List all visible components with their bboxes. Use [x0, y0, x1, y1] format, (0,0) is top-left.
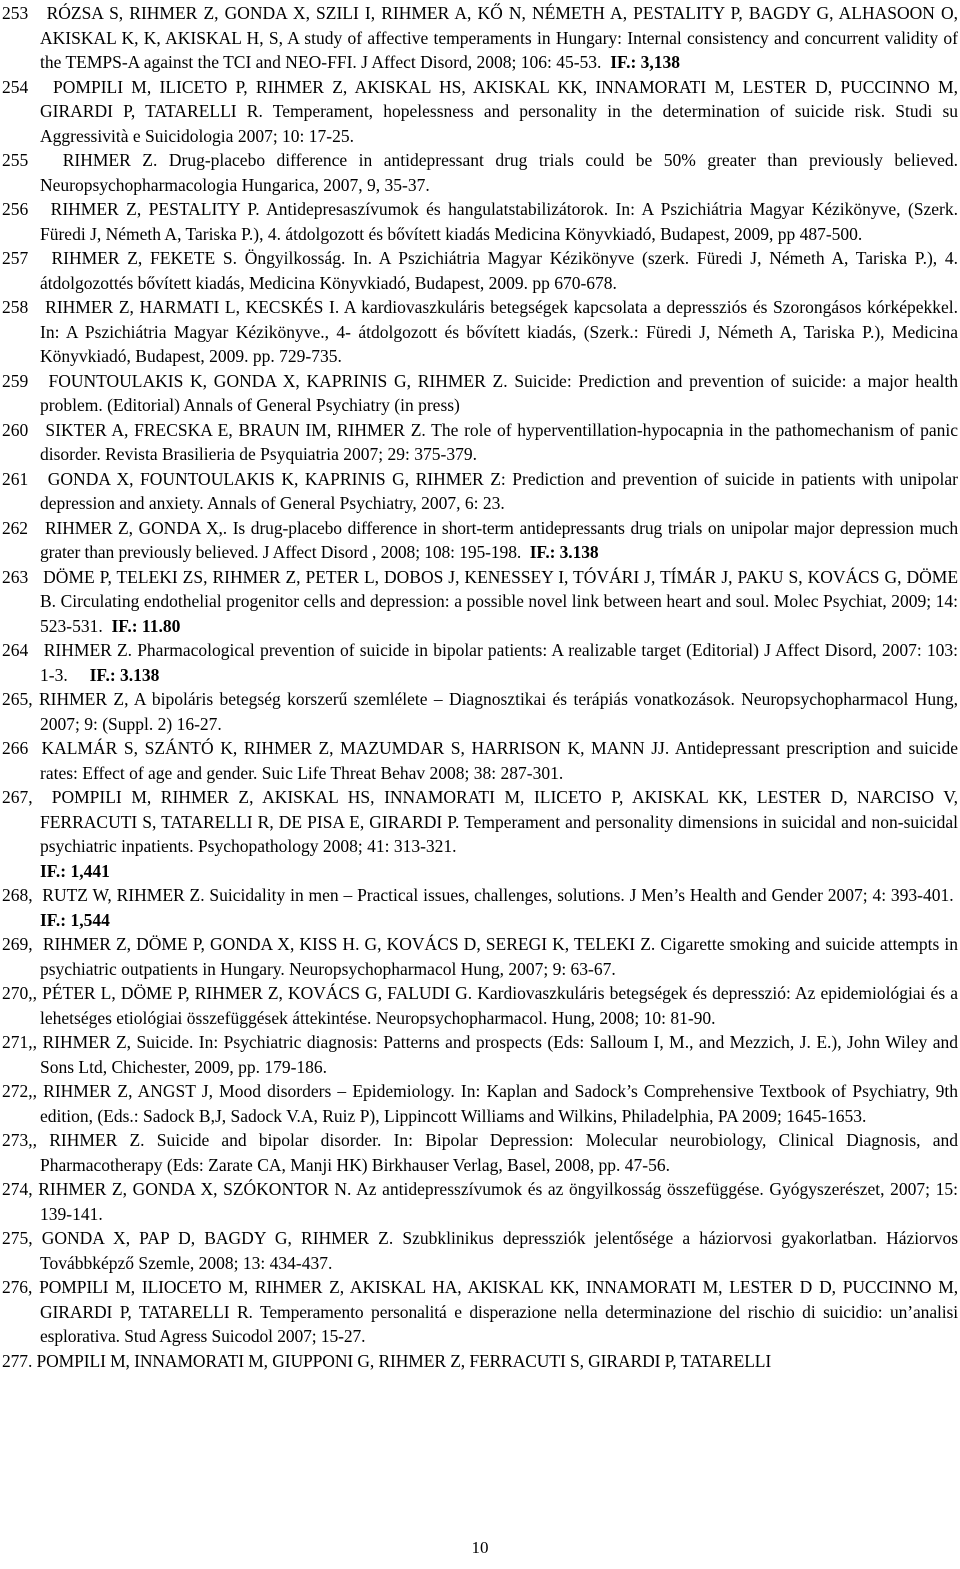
reference-number: 258 — [2, 297, 29, 317]
reference-number: 274, — [2, 1179, 33, 1199]
reference-text: POMPILI M, RIHMER Z, AKISKAL HS, INNAMORATI M, ILICETO P, AKISKAL KK, LESTER D, NARCISO V, FERRACUTI S, TATARELLI R, DE PISA E, GIRARDI P. Temperament and personality dimensions in suicidal and non-suicidal psychiatric inpatients. Psychopathology 2008; 41: 313-321. — [40, 787, 959, 856]
reference-item — [2, 565, 958, 639]
reference-item — [2, 1349, 958, 1374]
reference-number: 263 — [2, 566, 29, 587]
reference-text: RIHMER Z, DÖME P, GONDA X, KISS H. G, KOVÁCS D, SEREGI K, TELEKI Z. Cigarette smoking and suicide attempts in psychiatric outpatients in Hungary. Neuropsychopharmacol Hung, 2007; 9: 63-67. — [40, 934, 958, 979]
reference-item — [2, 638, 958, 687]
impact-factor: IF.: 3.138 — [89, 664, 160, 685]
reference-item — [2, 1275, 958, 1349]
reference-number: 275, — [2, 1228, 33, 1248]
reference-text: GONDA X, FOUNTOULAKIS K, KAPRINIS G, RIHMER Z: Prediction and prevention of suicide in patients with unipolar depression and anxiety. Annals of General Psychiatry, 2007, 6: 23. — [40, 468, 958, 513]
reference-text: RIHMER Z, A bipoláris betegség korszerű szemlélete – Diagnosztikai és terápiás vonatkozások. Neuropsychopharmacol Hung, 2007; 9: (Suppl. 2) 16-27. — [38, 689, 958, 734]
reference-text: RIHMER Z, Suicide. In: Psychiatric diagnosis: Patterns and prospects (Eds: Salloum I, M., and Mezzich, J. E.), John Wiley and Sons Ltd, Chichester, 2009, pp. 179-186. — [40, 1032, 959, 1077]
reference-item — [2, 369, 958, 418]
reference-item — [2, 981, 958, 1030]
reference-number: 271,, — [2, 1032, 37, 1052]
reference-item — [2, 1226, 958, 1275]
reference-number: 266 — [2, 738, 29, 758]
reference-item — [2, 883, 958, 932]
reference-authors: POMPILI M, ILICETO P, RIHMER Z, AKISKAL HS, AKISKAL KK, INNAMORATI M, LESTER D, PUCCINNO M, GIRARDI P, TATARELLI R. — [40, 76, 958, 121]
impact-factor: IF.: 11.80 — [111, 615, 181, 636]
reference-number: 259 — [2, 370, 29, 391]
reference-text: POMPILI M, ILIOCETO M, RIHMER Z, AKISKAL HA, AKISKAL KK, INNAMORATI M, LESTER D D, PUCCINNO M, GIRARDI P, TATARELLI R. Temperamento personalitá e disperazione nella determinazione del rischio di suicidio: un’analisi esplorativa. Stud Agress Suicodol 2007; 15-27. — [39, 1277, 958, 1346]
reference-number: 262 — [2, 517, 28, 538]
reference-item — [2, 687, 958, 736]
reference-item — [2, 736, 958, 785]
reference-text: RUTZ W, RIHMER Z. Suicidality in men – Practical issues, challenges, solutions. J Men’s Health and Gender 2007; 4: 393-401. — [42, 885, 954, 905]
page-number: 10 — [471, 1538, 489, 1557]
reference-text: DÖME P, TELEKI ZS, RIHMER Z, PETER L, DOBOS J, KENESSEY I, TÓVÁRI J, TÍMÁR J, PAKU S, KOVÁCS G, DÖME B. Circulating endothelial progenitor cells and depression: a possible novel link between heart and soul. Molec Psychiat, 2009; 14: 523-531. — [40, 566, 959, 636]
reference-text: RIHMER Z, HARMATI L, KECSKÉS I. A kardiovaszkuláris betegségek kapcsolata a depressziós és Szorongásos kórképekkel. In: A Pszichiátria Magyar Kézikönyve., 4- átdolgozott és bővített kiadás, (Szerk.: Füredi J, Németh A, Tariska P.), Medicina Könyvkiadó, Budapest, 2009. pp. 729-735. — [40, 297, 959, 366]
reference-number: 276, — [2, 1277, 33, 1297]
reference-number: 253 — [2, 3, 29, 23]
reference-number: 261 — [2, 468, 29, 489]
reference-number: 255 — [2, 150, 29, 170]
impact-factor: IF.: 3.138 — [529, 542, 599, 562]
reference-text: KALMÁR S, SZÁNTÓ K, RIHMER Z, MAZUMDAR S, HARRISON K, MANN JJ. Antidepressant prescription and suicide rates: Effect of age and gender. Suic Life Threat Behav 2008; 38: 287-301. — [40, 738, 959, 783]
reference-item — [2, 418, 958, 467]
reference-item — [2, 1177, 958, 1226]
reference-text: PÉTER L, DÖME P, RIHMER Z, KOVÁCS G, FALUDI G. Kardiovaszkuláris betegségek és depresszió: Az epidemiológiai és a lehetséges etiológiai összefüggések áttekintése. Neuropsychopharmacol. Hung, 2008; 10: 81-90. — [40, 983, 959, 1028]
reference-item — [2, 1079, 958, 1128]
reference-item — [2, 1030, 958, 1079]
reference-text: RIHMER Z. Pharmacological prevention of suicide in bipolar patients: A realizable target (Editorial) J Affect Disord, 2007: 103: 1-3. — [40, 640, 959, 685]
reference-item — [2, 246, 958, 295]
reference-item — [2, 1128, 958, 1177]
reference-item — [2, 785, 958, 883]
reference-text: RIHMER Z, PESTALITY P. Antidepresaszívumok és hangulatstabilizátorok. In: A Pszichiátria Magyar Kézikönyve, (Szerk. Füredi J, Németh A, Tariska P.), 4. átdolgozott és bővített kiadás Medicina Könyvkiadó, Budapest, 2009, pp 487-500. — [40, 199, 959, 244]
reference-item — [2, 148, 958, 197]
reference-number: 257 — [2, 248, 29, 268]
reference-text: RÓZSA S, RIHMER Z, GONDA X, SZILI I, RIHMER A, KŐ N, NÉMETH A, PESTALITY P, BAGDY G, ALHASOON O, AKISKAL K, K, AKISKAL H, S, A study of affective temperaments in Hungary: Internal consistency and concurrent validity of the TEMPS-A against the TCI and NEO-FFI. J Affect Disord, 2008; 106: 45-53. — [40, 3, 959, 72]
reference-number: 265, — [2, 689, 33, 709]
reference-number: 268, — [2, 885, 33, 905]
reference-text: POMPILI M, INNAMORATI M, GIUPPONI G, RIHMER Z, FERRACUTI S, GIRARDI P, TATARELLI — [36, 1350, 772, 1371]
impact-factor: IF.: 1,441 — [40, 860, 110, 881]
reference-number: 264 — [2, 640, 29, 660]
reference-text: RIHMER Z, GONDA X,. Is drug-placebo difference in short-term antidepressants drug trials on unipolar major depression much grater than previously believed. J Affect Disord , 2008; 108: 195-198. — [40, 517, 959, 562]
reference-text: RIHMER Z, GONDA X, SZÓKONTOR N. Az antidepresszívumok és az öngyilkosság összefüggése. Gyógyszerészet, 2007; 15: 139-141. — [38, 1179, 958, 1224]
impact-factor: IF.: 3,138 — [610, 52, 681, 72]
reference-number: 254 — [2, 76, 29, 97]
reference-item — [2, 75, 958, 149]
reference-item — [2, 932, 958, 981]
reference-number: 260 — [2, 419, 29, 440]
reference-number: 273,, — [2, 1130, 37, 1150]
reference-authors: RIHMER Z. — [62, 150, 158, 170]
reference-number: 270,, — [2, 983, 37, 1003]
reference-item — [2, 467, 958, 516]
reference-number: 272,, — [2, 1081, 37, 1101]
impact-factor: IF.: 1,544 — [40, 909, 110, 930]
reference-item — [2, 516, 958, 565]
reference-text: RIHMER Z, FEKETE S. Öngyilkosság. In. A Pszichiátria Magyar Kézikönyve (szerk. Füredi J, Németh A, Tariska P.), 4. átdolgozottés bővített kiadás, Medicina Könyvkiadó, Budapest, 2009. pp 670-678. — [40, 248, 959, 293]
reference-text: RIHMER Z. Suicide and bipolar disorder. In: Bipolar Depression: Molecular neurobiology, Clinical Diagnosis, and Pharmacotherapy (Eds: Zarate CA, Manji HK) Birkhauser Verlag, Basel, 2008, pp. 47-56. — [40, 1130, 958, 1175]
reference-item — [2, 295, 958, 369]
reference-text: FOUNTOULAKIS K, GONDA X, KAPRINIS G, RIHMER Z. Suicide: Prediction and prevention of suicide: a major health problem. (Editorial) Annals of General Psychiatry (in press) — [40, 370, 958, 415]
reference-number: 256 — [2, 199, 29, 219]
reference-number: 269, — [2, 934, 33, 954]
reference-item — [2, 197, 958, 246]
reference-text: GONDA X, PAP D, BAGDY G, RIHMER Z. Szubklinikus depressziók jelentősége a háziorvosi gyakorlatban. Háziorvos Továbbképző Szemle, 2008; 13: 434-437. — [40, 1228, 958, 1273]
reference-number: 277. — [2, 1350, 33, 1371]
reference-number: 267, — [2, 787, 33, 807]
reference-text: RIHMER Z, ANGST J, Mood disorders – Epidemiology. In: Kaplan and Sadock’s Comprehensive Textbook of Psychiatry, 9th edition, (Eds.: Sadock B,J, Sadock V.A, Ruiz P), Lippincott Williams and Wilkins, Philadelphia, PA 2009; 1645-1653. — [40, 1081, 958, 1126]
reference-text: Drug-placebo difference in antidepressant drug trials could be 50% greater than previously believed. Neuropsychopharmacologia Hungarica, 2007, 9, 35-37. — [40, 150, 959, 195]
reference-text: Temperament, hopelessness and personality in the determination of suicide risk. Studi su Aggressività e Suicidologia 2007; 10: 17-25. — [40, 101, 959, 146]
reference-list — [2, 1, 958, 1373]
reference-text: SIKTER A, FRECSKA E, BRAUN IM, RIHMER Z. The role of hyperventillation-hypocapnia in the pathomechanism of panic disorder. Revista Brasilieria de Psyquiatria 2007; 29: 375-379. — [40, 419, 958, 464]
reference-item — [2, 1, 958, 75]
